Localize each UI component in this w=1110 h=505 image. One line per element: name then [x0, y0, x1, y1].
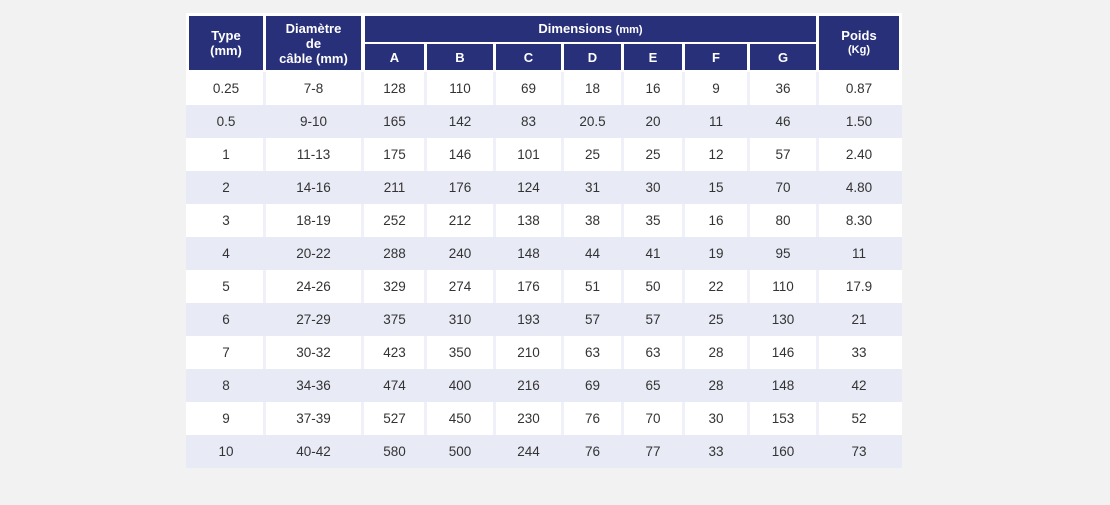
cell-dim-e: 65	[645, 378, 661, 393]
cell-dim-f: 22	[708, 279, 724, 294]
cell-dim-c: 210	[517, 345, 540, 360]
header-type	[189, 16, 263, 70]
cell-dim-e: 50	[645, 279, 661, 294]
table-row	[186, 303, 902, 336]
cell-cable-diameter: 40-42	[296, 444, 331, 459]
cell-type: 0.5	[216, 114, 236, 129]
cell-dim-a: 423	[383, 345, 406, 360]
cell-dim-a: 211	[383, 180, 406, 195]
table-row	[186, 435, 902, 468]
cell-poids: 1.50	[845, 114, 873, 129]
cell-dim-e: 41	[645, 246, 661, 261]
cell-dim-f: 19	[708, 246, 724, 261]
cell-dim-b: 274	[448, 279, 472, 294]
header-dim-b: B	[427, 44, 493, 70]
cell-dim-g: 110	[772, 279, 794, 294]
cell-dim-a: 128	[383, 81, 406, 96]
cell-type: 10	[218, 444, 234, 459]
cell-poids: 11	[851, 246, 866, 261]
cell-dim-a: 329	[383, 279, 406, 294]
cell-dim-g: 57	[775, 147, 791, 162]
cell-dim-a: 252	[383, 213, 406, 228]
cell-dim-b: 350	[448, 345, 472, 360]
cell-dim-f: 28	[708, 345, 724, 360]
cell-dim-f: 12	[708, 147, 724, 162]
header-poids-line2: (Kg)	[848, 44, 870, 56]
cell-dim-g: 46	[775, 114, 791, 129]
cell-dim-c: 216	[517, 378, 540, 393]
cell-type: 3	[222, 213, 230, 228]
cell-dim-a: 288	[383, 246, 406, 261]
cell-type: 8	[222, 378, 230, 393]
cell-type: 5	[222, 279, 230, 294]
cell-cable-diameter: 14-16	[296, 180, 331, 195]
cell-dim-d: 18	[584, 81, 601, 96]
cell-poids: 52	[851, 411, 867, 426]
header-cable-diameter	[266, 16, 361, 70]
cell-dim-f: 16	[708, 213, 724, 228]
cell-dim-e: 20	[645, 114, 661, 129]
table-row	[186, 72, 902, 105]
cell-dim-c: 193	[517, 312, 540, 327]
table-row	[186, 171, 902, 204]
cell-dim-e: 16	[645, 81, 661, 96]
cell-dim-e: 77	[645, 444, 661, 459]
cell-dim-b: 400	[448, 378, 472, 393]
cell-dim-g: 146	[771, 345, 795, 360]
cell-poids: 17.9	[845, 279, 873, 294]
cell-poids: 33	[851, 345, 867, 360]
cell-cable-diameter: 24-26	[296, 279, 331, 294]
cell-dim-g: 95	[775, 246, 791, 261]
header-dim-a: A	[365, 44, 424, 70]
table-row	[186, 369, 902, 402]
cell-poids: 4.80	[845, 180, 873, 195]
cell-cable-diameter: 34-36	[296, 378, 331, 393]
cell-dim-b: 500	[448, 444, 472, 459]
cell-dim-c: 124	[517, 180, 540, 195]
table-header	[186, 13, 902, 71]
cell-dim-d: 25	[584, 147, 601, 162]
column-divider	[361, 336, 364, 369]
cell-poids: 0.87	[845, 81, 873, 96]
cell-dim-e: 25	[645, 147, 661, 162]
cell-dim-c: 101	[517, 147, 540, 162]
header-poids-line1: Poids	[841, 28, 877, 43]
cell-dim-g: 36	[775, 81, 791, 96]
cell-dim-e: 57	[645, 312, 661, 327]
cell-dim-g: 148	[771, 378, 795, 393]
cell-dim-a: 375	[383, 312, 406, 327]
column-divider	[361, 138, 364, 171]
cell-type: 2	[222, 180, 230, 195]
table-row	[186, 270, 902, 303]
cell-dim-d: 76	[584, 444, 601, 459]
column-divider	[361, 72, 364, 105]
table-row	[186, 402, 902, 435]
cell-dim-e: 35	[645, 213, 661, 228]
cell-dim-f: 11	[708, 114, 723, 129]
cell-dim-d: 57	[584, 312, 601, 327]
table-row	[186, 138, 902, 171]
cell-poids: 42	[851, 378, 867, 393]
cell-poids: 21	[851, 312, 867, 327]
header-dim-g: G	[750, 44, 816, 70]
cell-dim-b: 212	[448, 213, 472, 228]
cell-dim-d: 69	[584, 378, 601, 393]
cell-dim-d: 51	[584, 279, 601, 294]
specifications-table	[186, 13, 902, 468]
column-divider	[361, 204, 364, 237]
header-diam-line1: Diamètre	[285, 20, 342, 36]
cell-dim-b: 146	[448, 147, 472, 162]
cell-cable-diameter: 7-8	[303, 81, 324, 96]
cell-dim-c: 230	[517, 411, 540, 426]
cell-cable-diameter: 30-32	[296, 345, 331, 360]
cell-dim-f: 30	[708, 411, 724, 426]
header-dim-f: F	[685, 44, 747, 70]
cell-dim-f: 28	[708, 378, 724, 393]
cell-dim-b: 450	[448, 411, 472, 426]
cell-dim-c: 138	[517, 213, 540, 228]
cell-dim-c: 69	[520, 81, 537, 96]
cell-dim-a: 527	[383, 411, 406, 426]
cell-dim-a: 580	[383, 444, 406, 459]
cell-dim-g: 80	[775, 213, 791, 228]
cell-dim-b: 142	[448, 114, 472, 129]
header-dimensions	[365, 16, 816, 42]
cell-dim-b: 310	[448, 312, 472, 327]
cell-dim-c: 83	[520, 114, 537, 129]
cell-cable-diameter: 9-10	[299, 114, 328, 129]
cell-dim-f: 25	[708, 312, 724, 327]
cell-type: 6	[222, 312, 230, 327]
cell-dim-b: 176	[448, 180, 472, 195]
cell-dim-d: 20.5	[579, 114, 606, 129]
cell-dim-c: 176	[517, 279, 540, 294]
cell-dim-c: 148	[517, 246, 540, 261]
cell-dim-f: 15	[708, 180, 724, 195]
cell-poids: 8.30	[845, 213, 873, 228]
header-dimensions-text: Dimensions (mm)	[538, 20, 643, 36]
cell-dim-g: 70	[775, 180, 791, 195]
column-divider	[361, 270, 364, 303]
cell-dim-d: 63	[584, 345, 601, 360]
header-dim-c: C	[496, 44, 561, 70]
header-dim-d: D	[564, 44, 621, 70]
cell-dim-b: 240	[448, 246, 472, 261]
cell-type: 4	[222, 246, 230, 261]
cell-cable-diameter: 27-29	[296, 312, 331, 327]
cell-dim-d: 31	[584, 180, 601, 195]
cell-dim-g: 160	[771, 444, 795, 459]
header-dim-e: E	[624, 44, 682, 70]
cell-dim-b: 110	[449, 81, 471, 96]
cell-poids: 2.40	[845, 147, 873, 162]
cell-dim-a: 165	[383, 114, 406, 129]
cell-dim-f: 33	[708, 444, 724, 459]
header-type-line1: Type	[211, 28, 241, 43]
table-row	[186, 237, 902, 270]
cell-type: 0.25	[212, 81, 240, 96]
cell-dim-f: 9	[712, 81, 720, 96]
cell-poids: 73	[851, 444, 867, 459]
cell-type: 9	[222, 411, 230, 426]
cell-type: 1	[222, 147, 230, 162]
cell-cable-diameter: 20-22	[296, 246, 331, 261]
cell-cable-diameter: 18-19	[296, 213, 331, 228]
header-poids	[819, 16, 899, 70]
cell-dim-d: 44	[584, 246, 601, 261]
table-row	[186, 105, 902, 138]
cell-dim-e: 70	[645, 411, 661, 426]
cell-dim-c: 244	[517, 444, 540, 459]
cell-dim-d: 76	[584, 411, 601, 426]
cell-type: 7	[222, 345, 230, 360]
table-row	[186, 204, 902, 237]
header-diam-line2: de	[305, 35, 322, 51]
cell-dim-e: 30	[645, 180, 661, 195]
cell-cable-diameter: 37-39	[296, 411, 331, 426]
header-diam-line3: câble (mm)	[279, 50, 348, 66]
cell-dim-a: 175	[383, 147, 406, 162]
header-type-line2: (mm)	[210, 43, 242, 58]
cell-dim-e: 63	[645, 345, 661, 360]
column-divider	[361, 402, 364, 435]
cell-dim-a: 474	[383, 378, 406, 393]
cell-dim-g: 130	[771, 312, 795, 327]
cell-cable-diameter: 11-13	[296, 147, 331, 162]
table-row	[186, 336, 902, 369]
cell-dim-d: 38	[584, 213, 601, 228]
cell-dim-g: 153	[771, 411, 795, 426]
